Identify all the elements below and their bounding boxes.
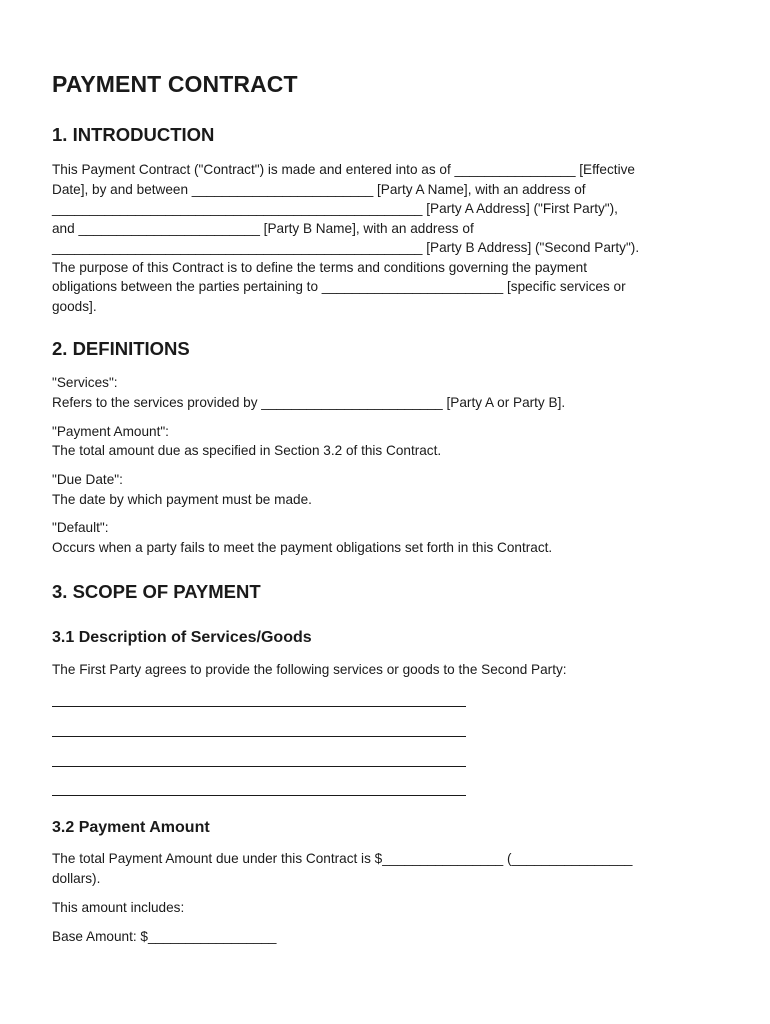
section-heading-definitions: 2. DEFINITIONS bbox=[52, 338, 190, 359]
definition-term: "Due Date": bbox=[52, 472, 123, 487]
services-goods-blank-line-2[interactable] bbox=[52, 736, 466, 737]
definition-text: The date by which payment must be made. bbox=[52, 492, 312, 507]
document-title: PAYMENT CONTRACT bbox=[52, 71, 298, 97]
intro-line-5: _________________________________________________ [Party B Address] ("Second Party"). bbox=[52, 240, 640, 255]
section-heading-introduction: 1. INTRODUCTION bbox=[52, 124, 215, 145]
amount-includes-label: This amount includes: bbox=[52, 900, 185, 915]
base-amount-field: Base Amount: $_________________ bbox=[52, 929, 277, 944]
intro-line-4: and ________________________ [Party B Name], with an address of bbox=[52, 220, 474, 236]
intro-line-8: goods]. bbox=[52, 298, 97, 314]
intro-line-6: The purpose of this Contract is to define the terms and conditions governing the payment bbox=[52, 259, 587, 275]
services-goods-blank-line-1[interactable] bbox=[52, 706, 466, 707]
definition-term: "Services": bbox=[52, 375, 118, 390]
services-goods-text: The First Party agrees to provide the following services or goods to the Second Party: bbox=[52, 662, 567, 677]
intro-line-3: _________________________________________________ [Party A Address] ("First Party"), bbox=[52, 201, 618, 216]
services-goods-blank-line-3[interactable] bbox=[52, 766, 466, 767]
subsection-heading-services-goods: 3.1 Description of Services/Goods bbox=[52, 629, 312, 646]
definition-text: Refers to the services provided by ________________________ [Party A or Party B]. bbox=[52, 395, 566, 410]
services-goods-blank-line-4[interactable] bbox=[52, 795, 466, 796]
definition-term: "Payment Amount": bbox=[52, 424, 169, 439]
payment-amount-line-1: The total Payment Amount due under this Contract is $________________ (________________ bbox=[52, 851, 633, 866]
intro-line-7: obligations between the parties pertaining to ________________________ [specific services or bbox=[52, 279, 626, 294]
intro-line-1: This Payment Contract ("Contract") is made and entered into as of ________________ [Effective bbox=[52, 162, 635, 177]
introduction-paragraph bbox=[52, 160, 722, 316]
intro-line-2: Date], by and between ________________________ [Party A Name], with an address of bbox=[52, 181, 586, 197]
definition-term: "Default": bbox=[52, 520, 109, 535]
subsection-heading-payment-amount: 3.2 Payment Amount bbox=[52, 819, 210, 836]
definition-text: The total amount due as specified in Section 3.2 of this Contract. bbox=[52, 443, 442, 458]
section-heading-scope-of-payment: 3. SCOPE OF PAYMENT bbox=[52, 581, 261, 602]
payment-amount-line-2: dollars). bbox=[52, 871, 101, 886]
definition-text: Occurs when a party fails to meet the payment obligations set forth in this Contract. bbox=[52, 540, 553, 555]
